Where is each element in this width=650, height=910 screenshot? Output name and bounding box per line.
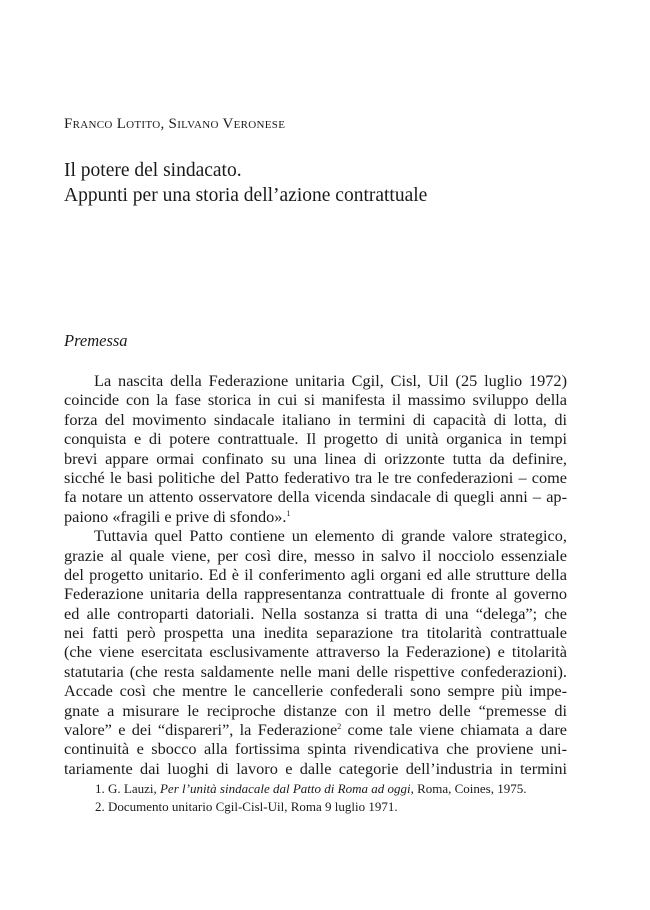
body-line: fa notare un attento osservatore della vicenda sindacale di quegli anni – ap- bbox=[64, 487, 567, 507]
body-line: del progetto unitario. Ed è il conferimento agli organi ed alle strutture della bbox=[64, 564, 567, 584]
footnote-ref-2[interactable]: 2 bbox=[337, 722, 342, 732]
body-line: Tuttavia quel Patto contiene un elemento di grande valore strategico, bbox=[94, 526, 567, 546]
body-line: sicché le basi politiche del Patto federativo tra le tre confederazioni – come bbox=[64, 467, 567, 487]
body-line: conquista e di potere contrattuale. Il progetto di unità organica in tempi bbox=[64, 429, 567, 449]
footnote-2: 2. Documento unitario Cgil-Cisl-Uil, Roma 9 luglio 1971. bbox=[95, 799, 398, 814]
footnote-1-prefix: 1. G. Lauzi, bbox=[95, 781, 160, 796]
article-title bbox=[64, 158, 427, 208]
body-line: Federazione unitaria della rappresentanza contrattuale di fronte al governo bbox=[64, 584, 567, 604]
body-line: tariamente dai luoghi di lavoro e dalle categorie dell’industria in termini bbox=[64, 758, 567, 778]
body-line: coincide con la fase storica in cui si manifesta il massimo sviluppo della bbox=[64, 390, 567, 410]
body-line bbox=[64, 507, 567, 526]
body-text bbox=[64, 371, 567, 778]
body-line: grazie al quale viene, per così dire, messo in salvo il nocciolo essenziale bbox=[64, 545, 567, 565]
body-line: statutaria (che resta saldamente nelle mani delle rispettive confederazioni). bbox=[64, 661, 567, 681]
body-line-text: come tale viene chiamata a dare bbox=[341, 720, 567, 740]
body-line: forza del movimento sindacale italiano in termini di capacità di lotta, di bbox=[64, 409, 567, 429]
body-line: continuità e sbocco alla fortissima spinta rivendicativa che proviene uni- bbox=[64, 739, 567, 759]
body-line: Accade così che mentre le cancellerie confederali sono sempre più impe- bbox=[64, 681, 567, 701]
body-line: gnate a misurare le reciproche distanze con il metro delle “premesse di bbox=[64, 700, 567, 720]
footnote-1 bbox=[95, 780, 527, 798]
body-line: nei fatti però prospetta una inedita separazione tra titolarità contrattuale bbox=[64, 623, 567, 643]
footnote-1-suffix: , Roma, Coines, 1975. bbox=[410, 781, 527, 796]
body-line bbox=[64, 720, 567, 739]
body-line: brevi appare ormai confinato su una linea di orizzonte tutta da definire, bbox=[64, 448, 567, 468]
footnote-1-title: Per l’unità sindacale dal Patto di Roma ad oggi bbox=[159, 781, 411, 796]
body-line: La nascita della Federazione unitaria Cgil, Cisl, Uil (25 luglio 1972) bbox=[94, 371, 567, 390]
footnote-ref-1[interactable]: 1 bbox=[286, 508, 291, 518]
section-heading: Premessa bbox=[64, 331, 128, 350]
title-line-1: Il potere del sindacato. bbox=[64, 160, 242, 181]
footnotes bbox=[95, 780, 527, 816]
body-line-text: valore” e dei “dispareri”, la Federazione bbox=[64, 720, 338, 740]
authors-line: Franco Lotito, Silvano Veronese bbox=[64, 116, 286, 132]
body-line: (che viene esercitata esclusivamente attraverso la Federazione) e titolarità bbox=[64, 642, 567, 662]
title-line-2: Appunti per una storia dell’azione contrattuale bbox=[64, 185, 428, 206]
body-line-text: paiono «fragili e prive di sfondo». bbox=[64, 506, 287, 526]
body-line: ed alle controparti datoriali. Nella sostanza si tratta di una “delega”; che bbox=[64, 603, 567, 623]
